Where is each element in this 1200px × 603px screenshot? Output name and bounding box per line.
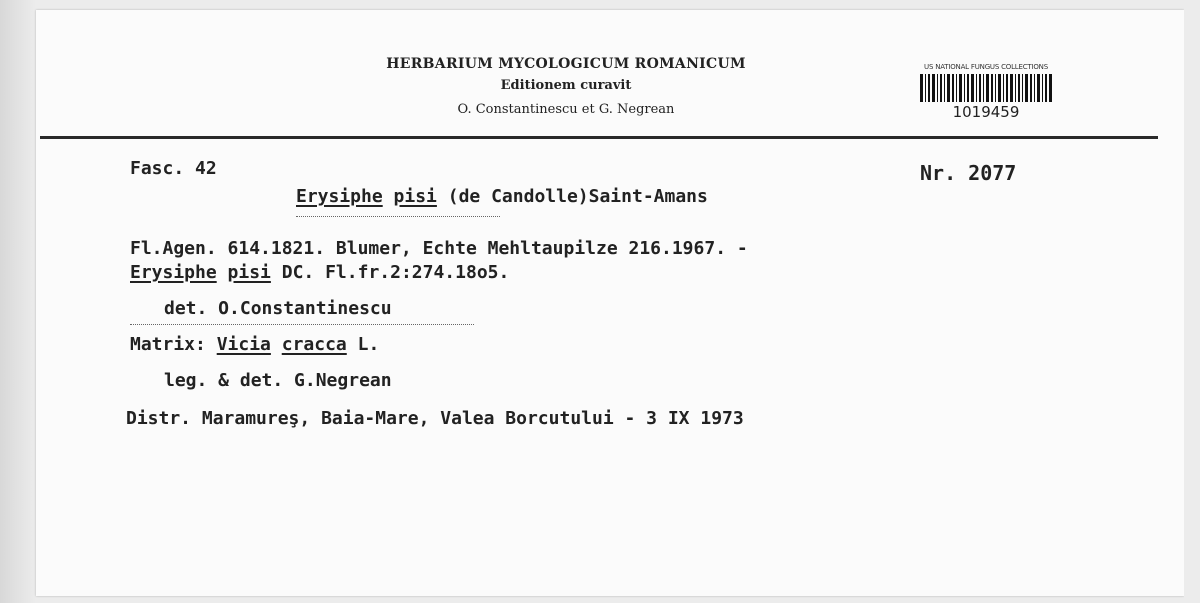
determiner: det. O.Constantinescu (164, 298, 392, 319)
taxon-species: pisi (393, 186, 437, 207)
barcode-icon (920, 74, 1052, 102)
citation-line-2 (130, 262, 509, 284)
taxon-name (296, 186, 708, 208)
matrix-species: cracca (281, 334, 347, 355)
scan-left-margin (0, 0, 36, 603)
matrix-author: L. (357, 334, 380, 355)
taxon-author: (de Candolle)Saint-Amans (447, 186, 708, 207)
citation-species: pisi (227, 262, 271, 283)
herbarium-title: HERBARIUM MYCOLOGICUM ROMANICUM (386, 56, 746, 72)
matrix-label: Matrix: (130, 334, 206, 355)
citation-genus: Erysiphe (130, 262, 217, 283)
matrix-genus: Vicia (216, 334, 271, 355)
herbarium-label (36, 10, 1184, 596)
header-divider (40, 136, 1158, 139)
scan-right-margin (1184, 0, 1200, 603)
header-text-block (366, 54, 766, 120)
editors: O. Constantinescu et G. Negrean (457, 102, 675, 117)
editionem-curavit: Editionem curavit (500, 78, 632, 93)
locality: Distr. Maramureş, Baia-Mare, Valea Borcutului - 3 IX 1973 (126, 408, 744, 429)
fascicle: Fasc. 42 (130, 158, 217, 179)
collector: leg. & det. G.Negrean (164, 370, 392, 391)
matrix (130, 334, 379, 356)
specimen-number: Nr. 2077 (920, 161, 1017, 185)
citation-rest: DC. Fl.fr.2:274.18o5. (281, 262, 510, 283)
barcode-caption: US NATIONAL FUNGUS COLLECTIONS (924, 63, 1048, 71)
determiner-dotted-rule (130, 324, 474, 325)
citation-line-1: Fl.Agen. 614.1821. Blumer, Echte Mehltaupilze 216.1967. - (130, 238, 748, 259)
barcode-number: 1019459 (952, 103, 1020, 121)
taxon-dotted-rule (296, 216, 500, 217)
taxon-genus: Erysiphe (296, 186, 383, 207)
label-header (36, 10, 1184, 138)
barcode-block (914, 62, 1058, 134)
